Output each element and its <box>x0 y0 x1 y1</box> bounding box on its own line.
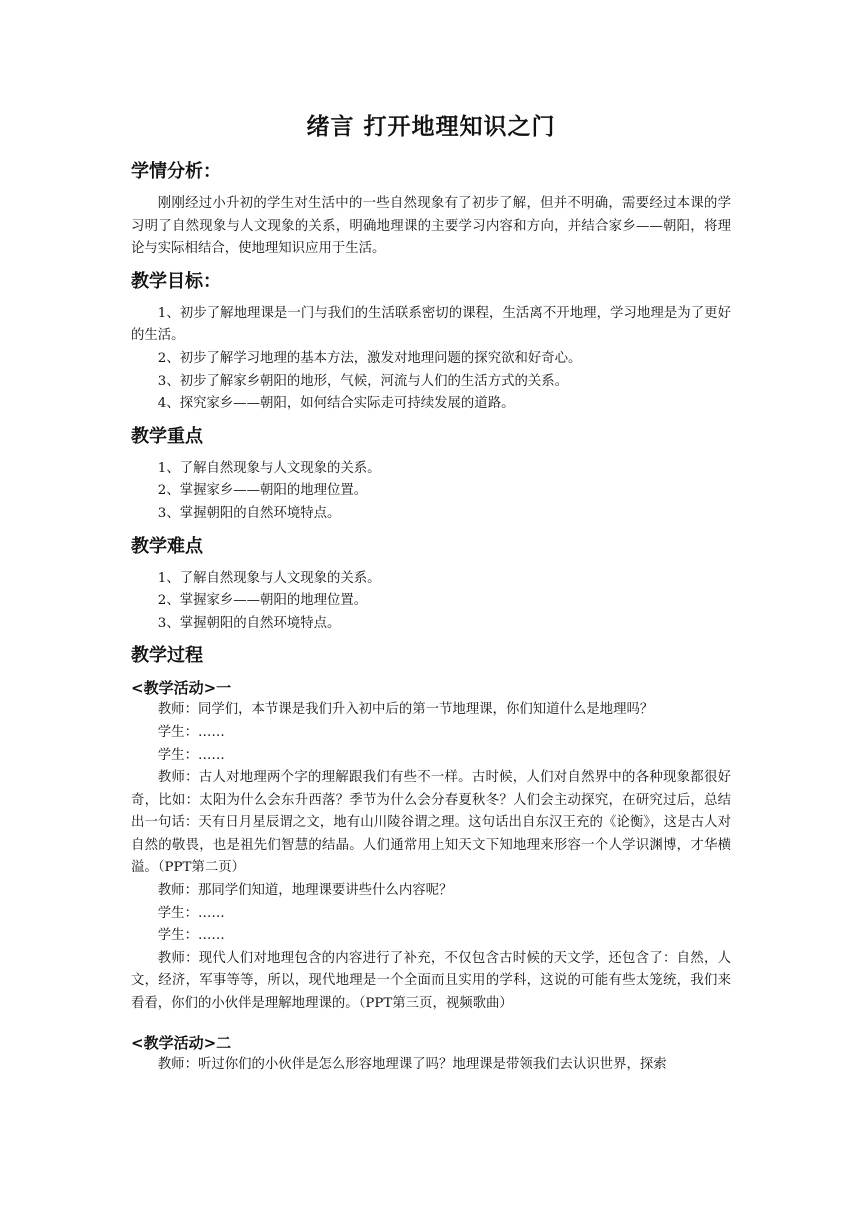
dialogue-line: 教师：同学们，本节课是我们升入初中后的第一节地理课，你们知道什么是地理吗？ <box>157 702 654 718</box>
key-point-item: 2、掌握家乡——朝阳的地理位置。 <box>157 483 368 499</box>
dialogue-line: 教师：古人对地理两个字的理解跟我们有些不一样。古时候，人们对自然界中的各种现象都很好奇，比如：太阳为什么会东升西落？季节为什么会分春夏秋冬？人们会主动探究，在研究过后，总结出一句话：天有日月星辰谓之文，地有山川陵谷谓之理。这句话出自东汉王充的《论衡》，这是古人对自然的敬畏，也是祖先们智慧的结晶。人们通常用上知天文下知地理来形容一个人学识渊博，才华横溢。（PPT第二页） <box>131 770 731 876</box>
document-title: 绪言 打开地理知识之门 <box>306 114 556 140</box>
paragraph-gap <box>131 1016 731 1032</box>
dialogue-line: 教师：那同学们知道，地理课要讲些什么内容呢？ <box>157 883 453 899</box>
dialogue-line: 学生：…… <box>157 928 225 944</box>
difficulty-item: 1、了解自然现象与人文现象的关系。 <box>157 570 381 586</box>
dialogue-line: 教师：现代人们对地理包含的内容进行了补充，不仅包含古时候的天文学，还包含了：自然，人文，经济，军事等等，所以，现代地理是一个全面而且实用的学科，这说的可能有些太笼统，我们来看看，你们的小伙伴是理解地理课的。（PPT第三页，视频歌曲） <box>131 950 731 1012</box>
objective-item: 1、初步了解地理课是一门与我们的生活联系密切的课程，生活离不开地理，学习地理是为了更好的生活。 <box>131 305 731 344</box>
activity-one-label: <教学活动>一 <box>131 679 232 698</box>
dialogue-line: 教师：听过你们的小伙伴是怎么形容地理课了吗？地理课是带领我们去认识世界，探索 <box>157 1056 667 1072</box>
heading-key-points: 教学重点 <box>131 425 203 447</box>
heading-teaching-objectives: 教学目标： <box>131 270 221 292</box>
dialogue-line: 学生：…… <box>157 905 225 921</box>
objective-item: 2、初步了解学习地理的基本方法，激发对地理问题的探究欲和好奇心。 <box>157 350 582 366</box>
difficulty-item: 3、掌握朝阳的自然环境特点。 <box>157 615 341 631</box>
key-point-item: 1、了解自然现象与人文现象的关系。 <box>157 460 381 476</box>
key-point-item: 3、掌握朝阳的自然环境特点。 <box>157 505 341 521</box>
heading-teaching-process: 教学过程 <box>131 645 203 667</box>
objective-item: 3、初步了解家乡朝阳的地形，气候，河流与人们的生活方式的关系。 <box>157 373 569 389</box>
difficulty-item: 2、掌握家乡——朝阳的地理位置。 <box>157 593 368 609</box>
dialogue-line: 学生：…… <box>157 724 225 740</box>
heading-difficulties: 教学难点 <box>131 535 203 557</box>
dialogue-line: 学生：…… <box>157 747 225 763</box>
paragraph-learning-analysis: 刚刚经过小升初的学生对生活中的一些自然现象有了初步了解，但并不明确，需要经过本课的学习明了自然现象与人文现象的关系，明确地理课的主要学习内容和方向，并结合家乡——朝阳，将理论与实际相结合，使地理知识应用于生活。 <box>131 196 731 257</box>
activity-two-label: <教学活动>二 <box>131 1033 232 1052</box>
objective-item: 4、探究家乡——朝阳，如何结合实际走可持续发展的道路。 <box>157 396 515 412</box>
document-body <box>131 108 731 1076</box>
heading-learning-analysis: 学情分析： <box>131 161 221 182</box>
